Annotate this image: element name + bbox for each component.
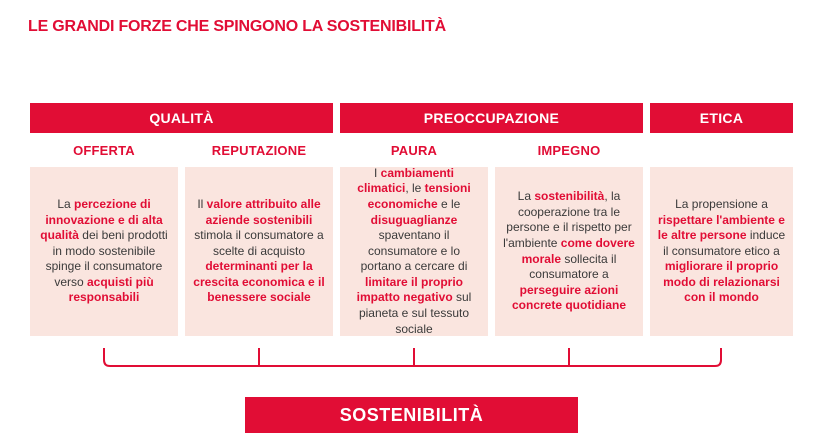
column-box-reputazione <box>185 167 333 336</box>
column-text-offerta: La percezione di innovazione e di alta qualità dei beni prodotti in modo sostenibile spinge il consumatore verso acquisti più responsabili <box>40 196 168 305</box>
column-text-impegno: La sostenibilità, la cooperazione tra le persone e il rispetto per l'ambiente come dovere morale sollecita il consumatore a perseguire azioni concrete quotidiane <box>503 189 635 313</box>
group-header-qualita <box>30 103 333 133</box>
group-header-preoccupazione-label: PREOCCUPAZIONE <box>423 110 560 126</box>
column-box-paura <box>340 167 488 336</box>
column-text-reputazione: Il valore attribuito alle aziende sostenibili stimola il consumatore a scelte di acquisto determinanti per la crescita economica e il benessere sociale <box>193 196 325 305</box>
column-text-paura: I cambiamenti climatici, le tensioni economiche e le disuguaglianze spaventano il consumatore e lo portano a cercare di limitare il proprio impatto negativo sul pianeta e sul tessuto sociale <box>356 165 472 336</box>
column-subheader-reputazione: REPUTAZIONE <box>211 143 307 158</box>
group-header-etica <box>650 103 793 133</box>
group-header-etica-label: ETICA <box>699 110 744 126</box>
column-text-etica: La propensione a rispettare l'ambiente e le altre persone induce il consumatore etico a migliorare il proprio modo di relazionarsi con il mondo <box>657 196 786 305</box>
page-title: LE GRANDI FORZE CHE SPINGONO LA SOSTENIBILITÀ <box>28 18 446 35</box>
group-header-qualita-label: QUALITÀ <box>149 110 214 126</box>
column-subheader-paura: PAURA <box>390 143 438 158</box>
group-header-preoccupazione <box>340 103 643 133</box>
column-box-etica <box>650 167 793 336</box>
sostenibilita-label: SOSTENIBILITÀ <box>339 404 484 425</box>
column-box-offerta <box>30 167 178 336</box>
column-subheader-offerta: OFFERTA <box>73 143 135 158</box>
sostenibilita-banner <box>245 397 578 433</box>
column-subheader-impegno: IMPEGNO <box>537 143 601 158</box>
column-box-impegno <box>495 167 643 336</box>
